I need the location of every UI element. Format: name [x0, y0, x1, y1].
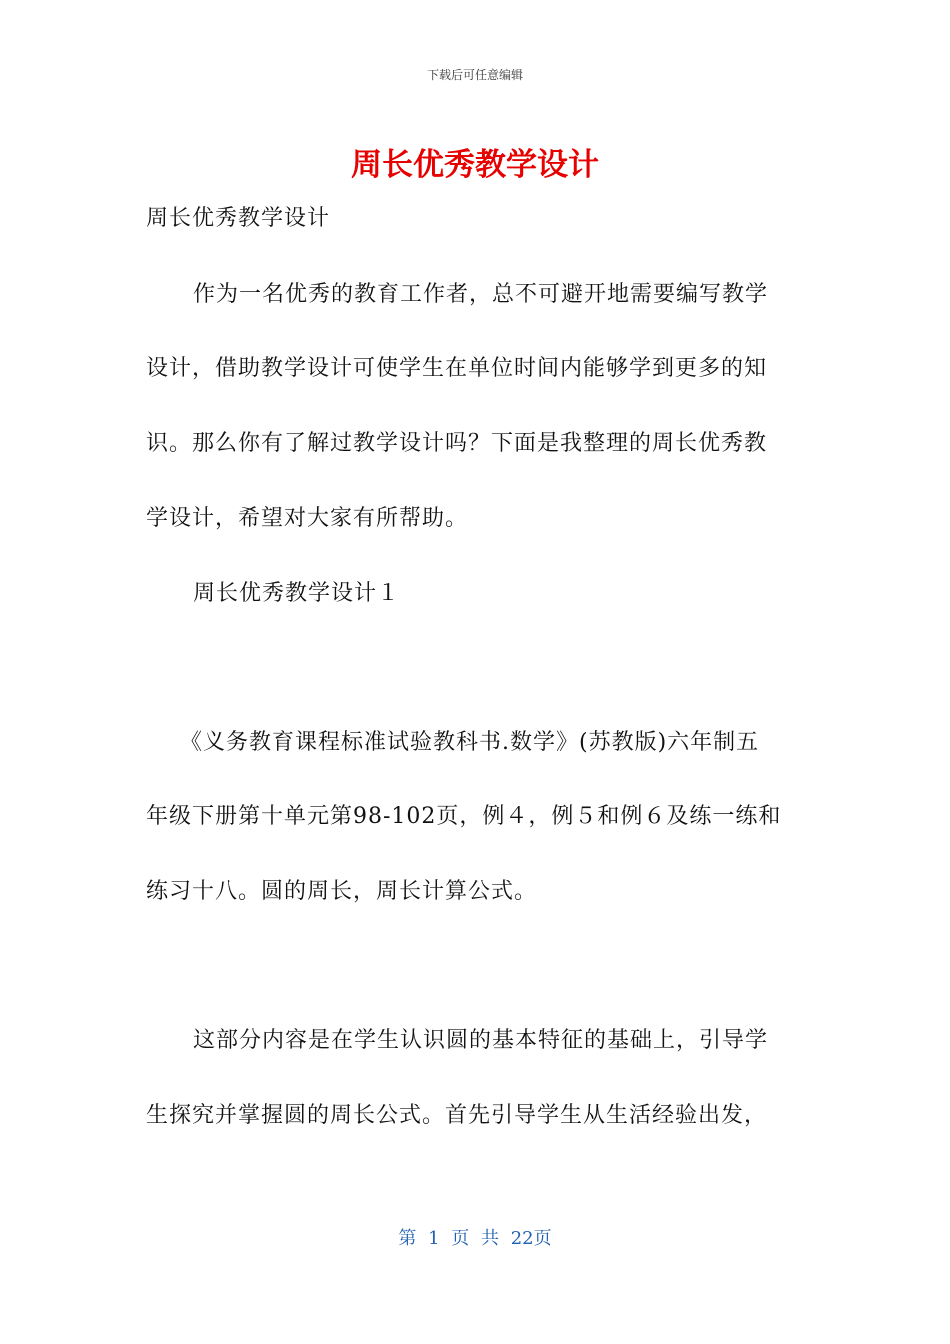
subtitle-line: 周长优秀教学设计: [146, 206, 331, 231]
section-heading: 周长优秀教学设计１: [193, 581, 401, 606]
paragraph-line: 设计，借助教学设计可使学生在单位时间内能够学到更多的知: [146, 356, 768, 381]
paragraph-line: 练习十八。圆的周长，周长计算公式。: [146, 879, 538, 904]
paragraph-line: 生探究并掌握圆的周长公式。首先引导学生从生活经验出发，: [146, 1103, 768, 1128]
page-number-footer: 第 1 页 共 22页: [398, 1228, 552, 1249]
paragraph-line: 识。那么你有了解过教学设计吗？下面是我整理的周长优秀教: [146, 431, 768, 456]
paragraph-line: 年级下册第十单元第98-102页，例４，例５和例６及练一练和: [146, 804, 782, 829]
paragraph-line: 学设计，希望对大家有所帮助。: [146, 506, 469, 531]
document-title: 周长优秀教学设计: [351, 147, 599, 183]
paragraph-line: 《义务教育课程标准试验教科书.数学》(苏教版)六年制五: [180, 730, 760, 755]
paragraph-line: 这部分内容是在学生认识圆的基本特征的基础上，引导学: [193, 1028, 769, 1053]
page-header-note: 下载后可任意编辑: [426, 68, 523, 82]
paragraph-line: 作为一名优秀的教育工作者，总不可避开地需要编写教学: [193, 282, 769, 307]
